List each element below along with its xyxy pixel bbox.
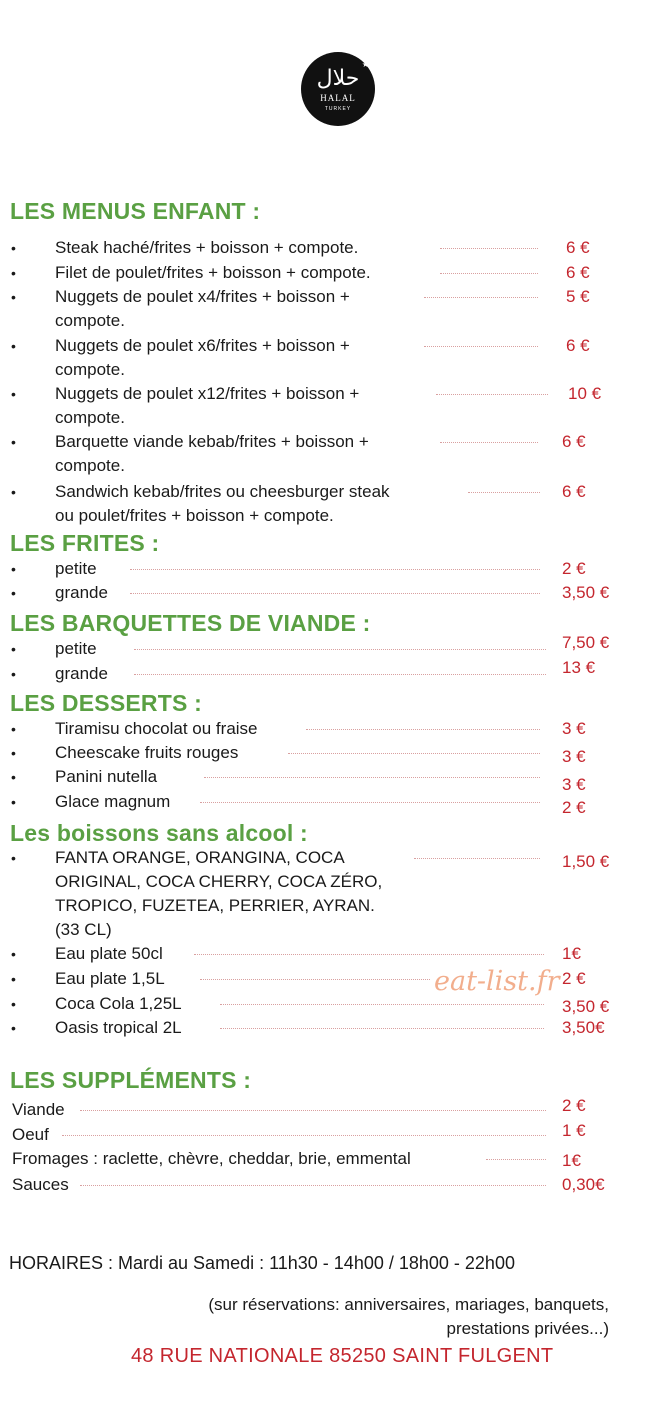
logo-country: TURKEY [324, 105, 352, 112]
item-label: Oeuf [12, 1125, 49, 1144]
section-title-barquettes: LES BARQUETTES DE VIANDE : [10, 610, 371, 636]
item-label: Oasis tropical 2L [55, 1018, 182, 1037]
dot-leader [130, 593, 540, 594]
item-price: 5 € [566, 287, 590, 306]
reservation-note [208, 1293, 609, 1341]
bullet: • [11, 265, 16, 281]
item-label-cont: compote. [55, 360, 125, 379]
bullet: • [11, 1020, 16, 1036]
item-price: 3,50 € [562, 997, 610, 1016]
section-title-desserts: LES DESSERTS : [10, 690, 202, 716]
item-price: 0,30€ [562, 1175, 605, 1194]
dot-leader [306, 729, 540, 730]
item-label: Cheescake fruits rouges [55, 743, 239, 762]
item-label: Fromages : raclette, chèvre, cheddar, brie, emmental [12, 1149, 411, 1168]
address: 48 RUE NATIONALE 85250 SAINT FULGENT [131, 1345, 554, 1367]
item-label-cont: TROPICO, FUZETEA, PERRIER, AYRAN. [55, 896, 375, 915]
dot-leader [486, 1159, 546, 1160]
item-price: 6 € [566, 263, 590, 282]
item-label: Barquette viande kebab/frites + boisson + [55, 432, 369, 451]
logo-word: HALAL [320, 92, 356, 103]
logo-arabic: حلال [316, 65, 360, 91]
item-label: FANTA ORANGE, ORANGINA, COCA [55, 848, 345, 867]
bullet: • [11, 240, 16, 256]
item-price: 6 € [566, 238, 590, 257]
dot-leader [62, 1135, 546, 1136]
dot-leader [440, 442, 538, 443]
item-price: 13 € [562, 658, 596, 677]
item-label: Nuggets de poulet x12/frites + boisson + [55, 384, 360, 403]
dot-leader [424, 346, 538, 347]
item-label: Panini nutella [55, 767, 158, 786]
bullet: • [11, 794, 16, 810]
section-title-menus-enfant: LES MENUS ENFANT : [10, 198, 261, 224]
bullet: • [11, 641, 16, 657]
dot-leader [288, 753, 540, 754]
item-label: Sauces [12, 1175, 69, 1194]
item-price: 2 € [562, 798, 586, 817]
item-label: Nuggets de poulet x4/frites + boisson + [55, 287, 350, 306]
item-label: grande [55, 583, 108, 602]
item-price: 3,50 € [562, 583, 610, 602]
item-price: 3 € [562, 775, 586, 794]
bullet: • [11, 666, 16, 682]
item-price: 2 € [562, 969, 586, 988]
bullet: • [11, 386, 16, 402]
bullet: • [11, 585, 16, 601]
item-label: Eau plate 1,5L [55, 969, 165, 988]
item-price: 3 € [562, 719, 586, 738]
dot-leader [414, 858, 540, 859]
dot-leader [220, 1004, 544, 1005]
section-title-boissons: Les boissons sans alcool : [10, 820, 308, 846]
item-label: Nuggets de poulet x6/frites + boisson + [55, 336, 350, 355]
item-price: 1€ [562, 1151, 581, 1170]
star-icon: ★ [361, 60, 369, 69]
dot-leader [468, 492, 540, 493]
dot-leader [80, 1185, 546, 1186]
item-price: 6 € [562, 482, 586, 501]
item-label: Eau plate 50cl [55, 944, 163, 963]
bullet: • [11, 946, 16, 962]
reservation-note-line: (sur réservations: anniversaires, mariages, banquets, [208, 1295, 609, 1314]
bullet: • [11, 721, 16, 737]
bullet: • [11, 850, 16, 866]
dot-leader [436, 394, 548, 395]
dot-leader [80, 1110, 546, 1111]
item-label: Filet de poulet/frites + boisson + compote. [55, 263, 371, 282]
watermark-text: eat-list.fr [434, 966, 560, 997]
bullet: • [11, 561, 16, 577]
item-label-cont: compote. [55, 408, 125, 427]
item-label: Steak haché/frites + boisson + compote. [55, 238, 359, 257]
reservation-note-line: prestations privées...) [446, 1319, 609, 1338]
opening-hours: HORAIRES : Mardi au Samedi : 11h30 - 14h00 / 18h00 - 22h00 [9, 1253, 515, 1273]
dot-leader [424, 297, 538, 298]
item-price: 2 € [562, 1096, 586, 1115]
item-price: 3,50€ [562, 1018, 605, 1037]
item-price: 2 € [562, 559, 586, 578]
item-label-cont: ORIGINAL, COCA CHERRY, COCA ZÉRO, [55, 872, 383, 891]
item-label: petite [55, 639, 97, 658]
section-title-frites: LES FRITES : [10, 530, 160, 556]
item-label-cont: compote. [55, 311, 125, 330]
item-label: Coca Cola 1,25L [55, 994, 182, 1013]
item-label: Viande [12, 1100, 65, 1119]
dot-leader [200, 802, 540, 803]
bullet: • [11, 434, 16, 450]
dot-leader [134, 674, 546, 675]
bullet: • [11, 745, 16, 761]
bullet: • [11, 289, 16, 305]
item-price: 1,50 € [562, 852, 610, 871]
dot-leader [130, 569, 540, 570]
item-price: 1€ [562, 944, 581, 963]
dot-leader [440, 273, 538, 274]
bullet: • [11, 769, 16, 785]
bullet: • [11, 971, 16, 987]
item-price: 6 € [562, 432, 586, 451]
bullet: • [11, 484, 16, 500]
dot-leader [440, 248, 538, 249]
dot-leader [194, 954, 544, 955]
item-price: 6 € [566, 336, 590, 355]
item-label: Glace magnum [55, 792, 171, 811]
halal-logo [301, 52, 375, 126]
item-price: 7,50 € [562, 633, 610, 652]
item-label: petite [55, 559, 97, 578]
dot-leader [204, 777, 540, 778]
item-price: 10 € [568, 384, 602, 403]
item-price: 1 € [562, 1121, 586, 1140]
item-label: Sandwich kebab/frites ou cheesburger steak [55, 482, 390, 501]
item-label: Tiramisu chocolat ou fraise [55, 719, 258, 738]
item-label: grande [55, 664, 108, 683]
item-price: 3 € [562, 747, 586, 766]
item-label-cont: (33 CL) [55, 920, 112, 939]
bullet: • [11, 338, 16, 354]
dot-leader [200, 979, 430, 980]
bullet: • [11, 996, 16, 1012]
item-label-cont: compote. [55, 456, 125, 475]
item-label-cont: ou poulet/frites + boisson + compote. [55, 506, 334, 525]
dot-leader [220, 1028, 544, 1029]
dot-leader [134, 649, 546, 650]
section-title-supplements: LES SUPPLÉMENTS : [10, 1067, 252, 1093]
